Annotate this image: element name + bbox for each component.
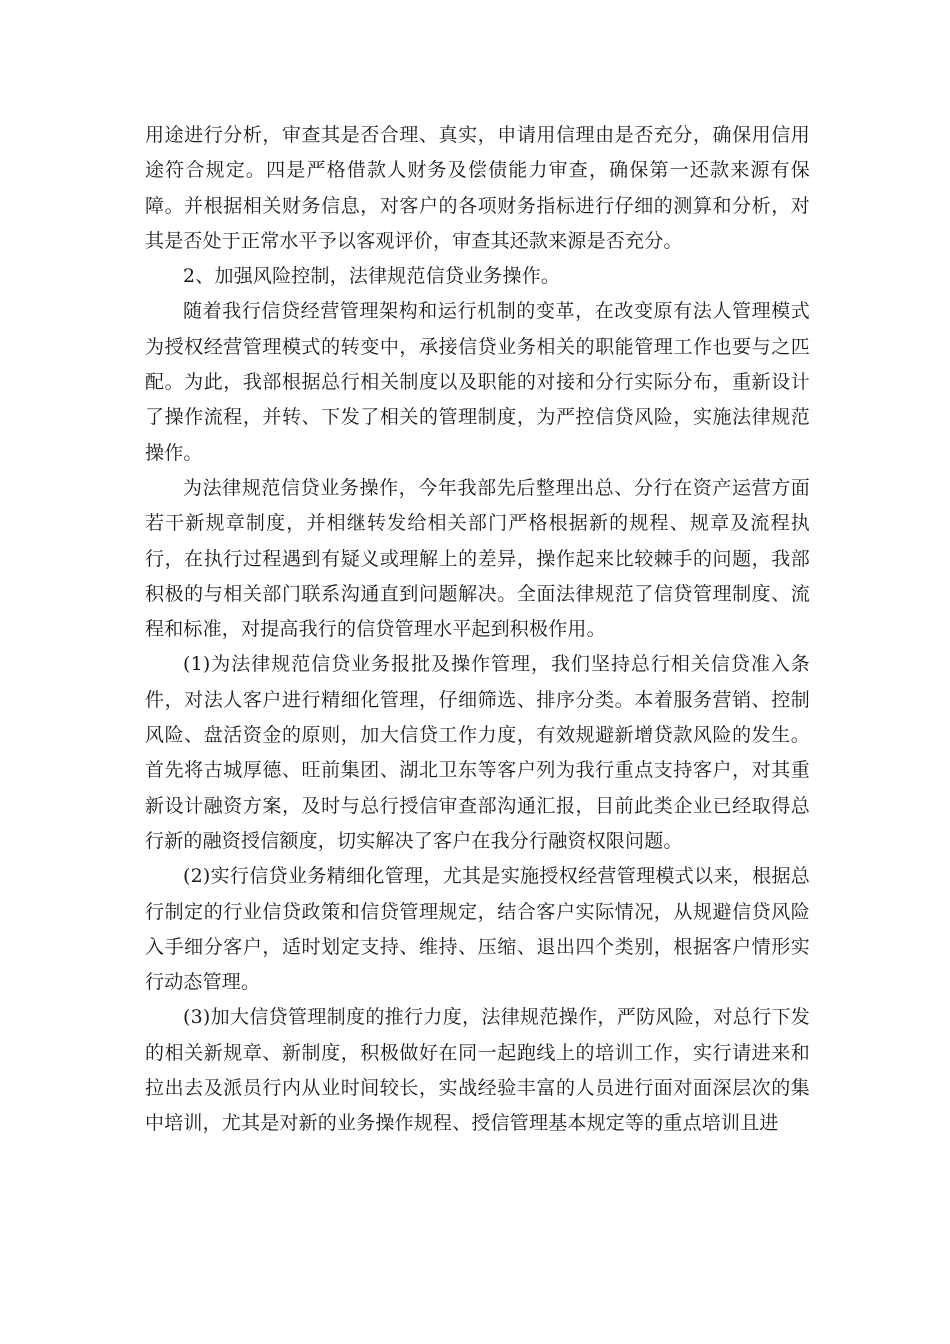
paragraph-6-item-2: (2)实行信贷业务精细化管理，尤其是实施授权经营管理模式以来，根据总行制定的行业信贷政策和信贷管理规定，结合客户实际情况，从规避信贷风险入手细分客户，适时划定支持、维持、压缩、退出四个类别，根据客户情形实行动态管理。 [145, 865, 810, 994]
document-body [145, 118, 810, 1142]
paragraph-4: 为法律规范信贷业务操作，今年我部先后整理出总、分行在资产运营方面若干新规章制度，并相继转发给相关部门严格根据新的规程、规章及流程执行，在执行过程遇到有疑义或理解上的差异，操作起来比较棘手的问题，我部积极的与相关部门联系沟通直到问题解决。全面法律规范了信贷管理制度、流程和标准，对提高我行的信贷管理水平起到积极作用。 [145, 476, 810, 641]
paragraph-2-heading: 2、加强风险控制，法律规范信贷业务操作。 [183, 265, 561, 288]
paragraph-7-item-3: (3)加大信贷管理制度的推行力度，法律规范操作，严防风险，对总行下发的相关新规章、新制度，积极做好在同一起跑线上的培训工作，实行请进来和拉出去及派员行内从业时间较长，实战经验丰富的人员进行面对面深层次的集中培训，尤其是对新的业务操作规程、授信管理基本规定等的重点培训且进 [145, 1006, 810, 1135]
paragraph-1: 用途进行分析，审查其是否合理、真实，申请用信理由是否充分，确保用信用途符合规定。四是严格借款人财务及偿债能力审查，确保第一还款来源有保障。并根据相关财务信息，对客户的各项财务指标进行仔细的测算和分析，对其是否处于正常水平予以客观评价，审查其还款来源是否充分。 [145, 124, 810, 252]
paragraph-3: 随着我行信贷经营管理架构和运行机制的变革，在改变原有法人管理模式为授权经营管理模式的转变中，承接信贷业务相关的职能管理工作也要与之匹配。为此，我部根据总行相关制度以及职能的对接和分行实际分布，重新设计了操作流程，并转、下发了相关的管理制度，为严控信贷风险，实施法律规范操作。 [145, 300, 810, 464]
paragraph-5-item-1: (1)为法律规范信贷业务报批及操作管理，我们坚持总行相关信贷准入条件，对法人客户进行精细化管理，仔细筛选、排序分类。本着服务营销、控制风险、盘活资金的原则，加大信贷工作力度，有效规避新增贷款风险的发生。首先将古城厚德、旺前集团、湖北卫东等客户列为我行重点支持客户，对其重新设计融资方案，及时与总行授信审查部沟通汇报，目前此类企业已经取得总行新的融资授信额度，切实解决了客户在我分行融资权限问题。 [145, 653, 810, 852]
